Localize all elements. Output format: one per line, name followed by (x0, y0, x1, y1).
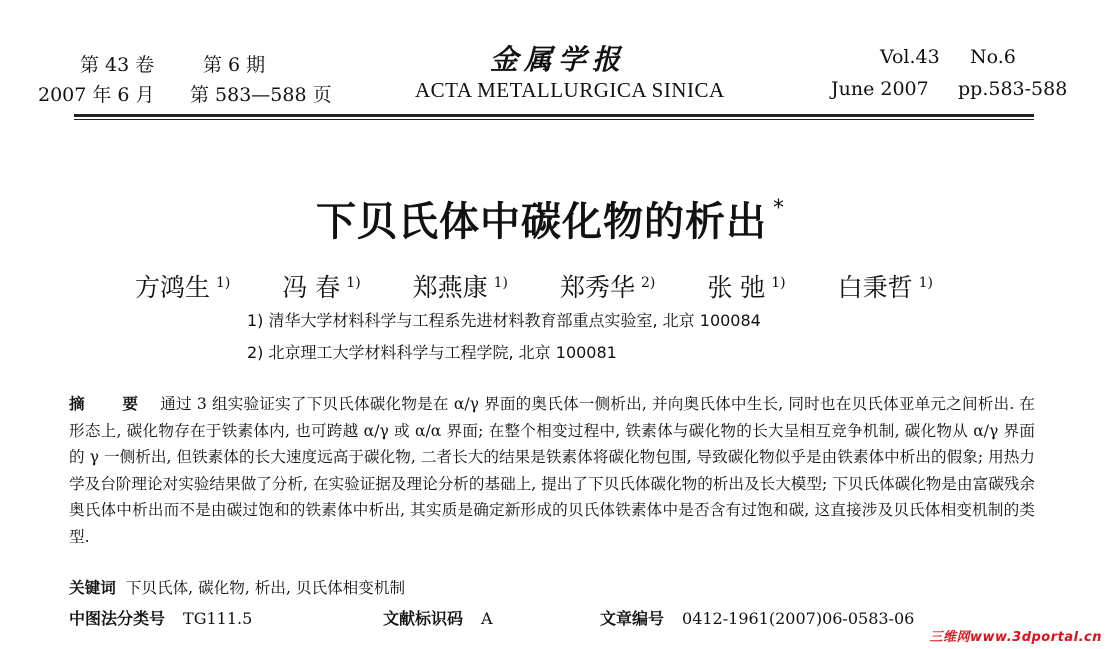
article-title-text: 下贝氏体中碳化物的析出 (316, 199, 767, 245)
abstract-label: 摘 要 (69, 395, 155, 413)
watermark: 三维网www.3dportal.cn (929, 630, 1102, 645)
author: 郑秀华 $^{2)}$ (559, 273, 656, 302)
date-cn: 2007 年 6 月 (38, 84, 155, 106)
keywords (69, 576, 405, 598)
article-title (316, 190, 785, 247)
affiliation-2: 2) 北京理工大学材料科学与工程学院, 北京 100081 (247, 343, 617, 362)
issue-cn: 第 6 期 (203, 54, 266, 76)
date-en: June 2007 (831, 78, 929, 100)
doc-code-value: A (481, 609, 493, 628)
clc-label: 中图法分类号 (69, 609, 166, 628)
volume-en: Vol.43 (880, 46, 940, 68)
header-rule-thick (74, 114, 1034, 117)
keywords-label: 关键词 (69, 579, 116, 597)
author: 冯 春 $^{1)}$ (282, 273, 361, 302)
journal-title-cn: 金属学报 (490, 43, 627, 76)
doc-code-label: 文献标识码 (383, 609, 464, 628)
volume-cn: 第 43 卷 (80, 54, 155, 76)
author: 郑燕康 $^{1)}$ (412, 273, 509, 302)
pages-cn: 第 583—588 页 (190, 84, 332, 106)
title-footnote-mark: * (773, 195, 785, 221)
article-number-label: 文章编号 (600, 609, 665, 628)
document-code (383, 606, 493, 629)
author: 张 弛 $^{1)}$ (707, 273, 786, 302)
issue-en: No.6 (970, 46, 1016, 68)
journal-title-en: ACTA METALLURGICA SINICA (415, 78, 725, 102)
abstract (69, 391, 1035, 550)
clc-value: TG111.5 (183, 609, 253, 628)
affiliation-1: 1) 清华大学材料科学与工程系先进材料教育部重点实验室, 北京 100084 (247, 311, 761, 330)
header-rule-thin (74, 119, 1034, 120)
keywords-text: 下贝氏体, 碳化物, 析出, 贝氏体相变机制 (125, 579, 406, 597)
pages-en: pp.583-588 (958, 78, 1068, 100)
author: 白秉哲 $^{1)}$ (837, 273, 933, 302)
article-number (600, 606, 914, 629)
abstract-text: 通过 3 组实验证实了下贝氏体碳化物是在 α/γ 界面的奥氏体一侧析出, 并向奥氏体中生长, 同时也在贝氏体亚单元之间析出. 在形态上, 碳化物存在于铁素体内, 也可跨越 α/γ 或 α/α 界面; 在整个相变过程中, 铁素体与碳化物的长大呈相互竞争机制, 碳化物从 α/γ 界面的 γ 一侧析出, 但铁素体的长大速度远高于碳化物, 二者长大的结果是铁素体将碳化物包围, 导致碳化物似乎是由铁素体中析出的假象; 用热力学及台阶理论对实验结果做了分析, 在实验证据及理论分析的基础上, 提出了下贝氏体碳化物的析出及长大模型; 下贝氏体碳化物是由富碳残余奥氏体中析出而不是由碳过饱和的铁素体中析出, 其实质是确定新形成的贝氏体铁素体中是否含有过饱和碳, 这直接涉及贝氏体相变机制的类型. (69, 395, 1035, 546)
clc-number (69, 606, 252, 629)
author: 方鸿生 $^{1)}$ (135, 273, 231, 302)
author-list (135, 268, 933, 304)
article-number-value: 0412-1961(2007)06-0583-06 (682, 609, 915, 628)
